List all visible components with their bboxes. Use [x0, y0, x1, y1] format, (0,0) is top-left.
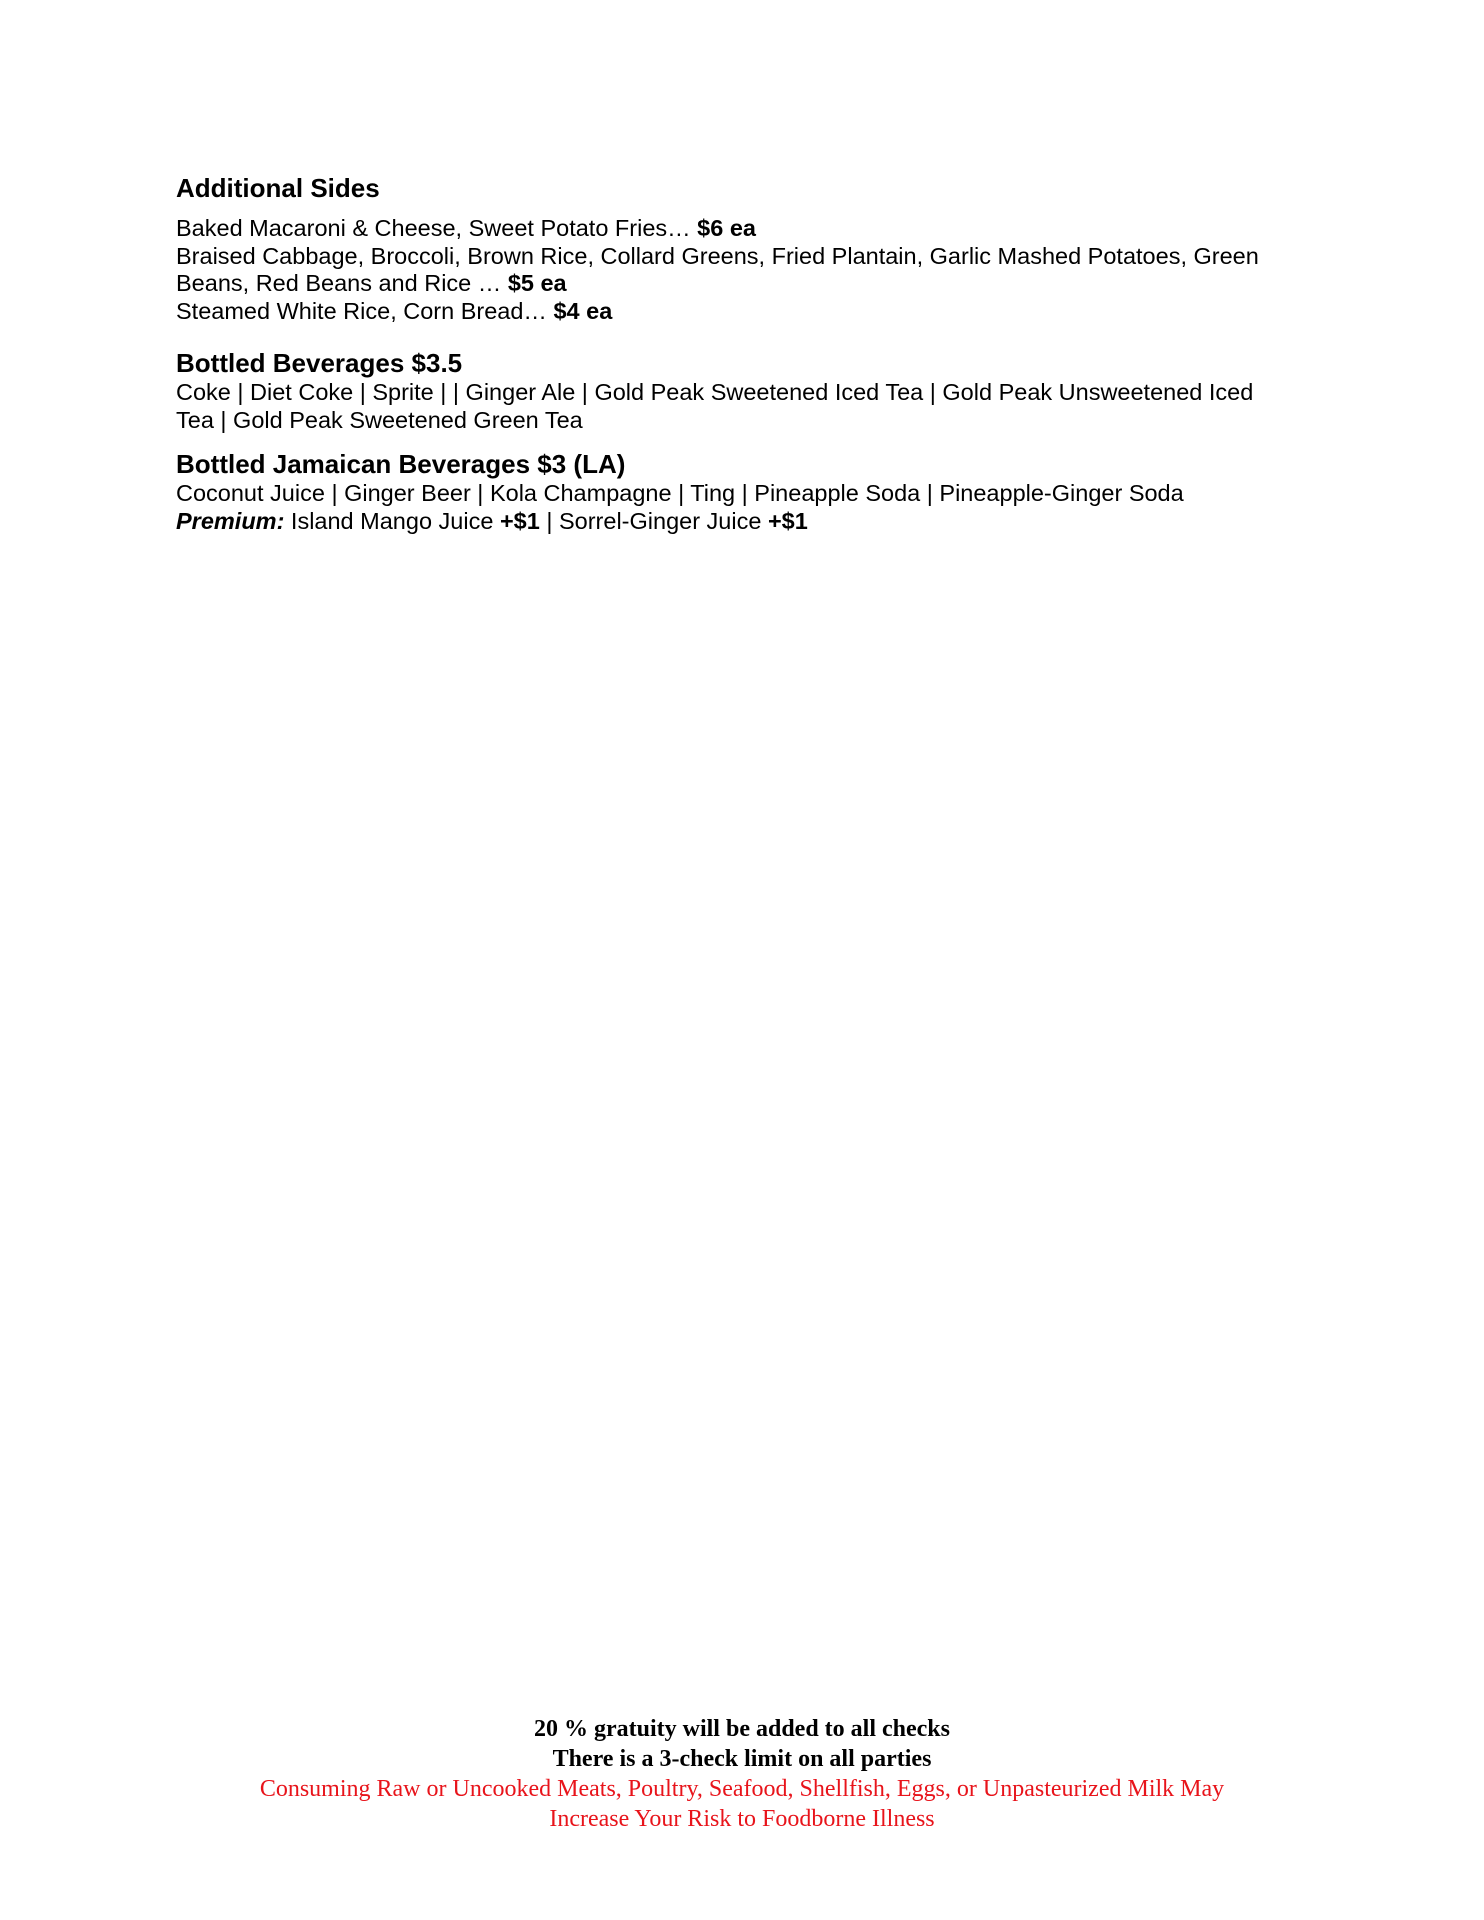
side-items: Beans, Red Beans and Rice …	[176, 270, 502, 296]
beverage-line: Coconut Juice | Ginger Beer | Kola Champagne | Ting | Pineapple Soda | Pineapple-Ginger Soda	[176, 480, 1184, 506]
section-title: Additional Sides	[176, 173, 380, 203]
side-line	[176, 215, 1316, 243]
beverage-line: Tea | Gold Peak Sweetened Green Tea	[176, 406, 583, 433]
premium-item: Sorrel-Ginger Juice	[558, 507, 762, 534]
menu-footer	[0, 1714, 1484, 1834]
separator: |	[546, 507, 553, 534]
side-price: $6 ea	[697, 215, 756, 241]
side-price: $4 ea	[553, 297, 613, 324]
food-safety-warning: Increase Your Risk to Foodborne Illness	[549, 1806, 935, 1832]
bottled-beverages-section	[176, 347, 1316, 434]
section-title: Bottled Jamaican Beverages $3 (LA)	[176, 449, 626, 479]
beverage-line: Coke | Diet Coke | Sprite | | Ginger Ale | Gold Peak Sweetened Iced Tea | Gold Peak Unsweetened Iced	[176, 379, 1254, 405]
side-price: $5 ea	[507, 270, 567, 296]
side-line	[176, 243, 1316, 271]
jamaican-beverages-section	[176, 448, 1316, 535]
premium-price: +$1	[767, 507, 808, 534]
section-title: Bottled Beverages $3.5	[176, 348, 463, 378]
side-items: Baked Macaroni & Cheese, Sweet Potato Fries…	[176, 215, 691, 241]
premium-price: +$1	[499, 507, 540, 534]
food-safety-warning: Consuming Raw or Uncooked Meats, Poultry, Seafood, Shellfish, Eggs, or Unpasteurized Milk May	[259, 1776, 1225, 1802]
check-limit-notice: There is a 3-check limit on all parties	[552, 1746, 932, 1772]
side-line	[176, 298, 1316, 326]
menu-content	[176, 172, 1316, 557]
additional-sides-section	[176, 172, 1316, 325]
side-line	[176, 270, 1316, 298]
premium-label: Premium:	[176, 507, 285, 534]
side-items: Braised Cabbage, Broccoli, Brown Rice, Collard Greens, Fried Plantain, Garlic Mashed Potatoes, Green	[176, 242, 1259, 269]
side-items: Steamed White Rice, Corn Bread…	[176, 297, 547, 324]
gratuity-notice: 20 % gratuity will be added to all checks	[533, 1716, 950, 1742]
premium-item: Island Mango Juice	[290, 507, 494, 534]
premium-line	[176, 508, 1316, 536]
